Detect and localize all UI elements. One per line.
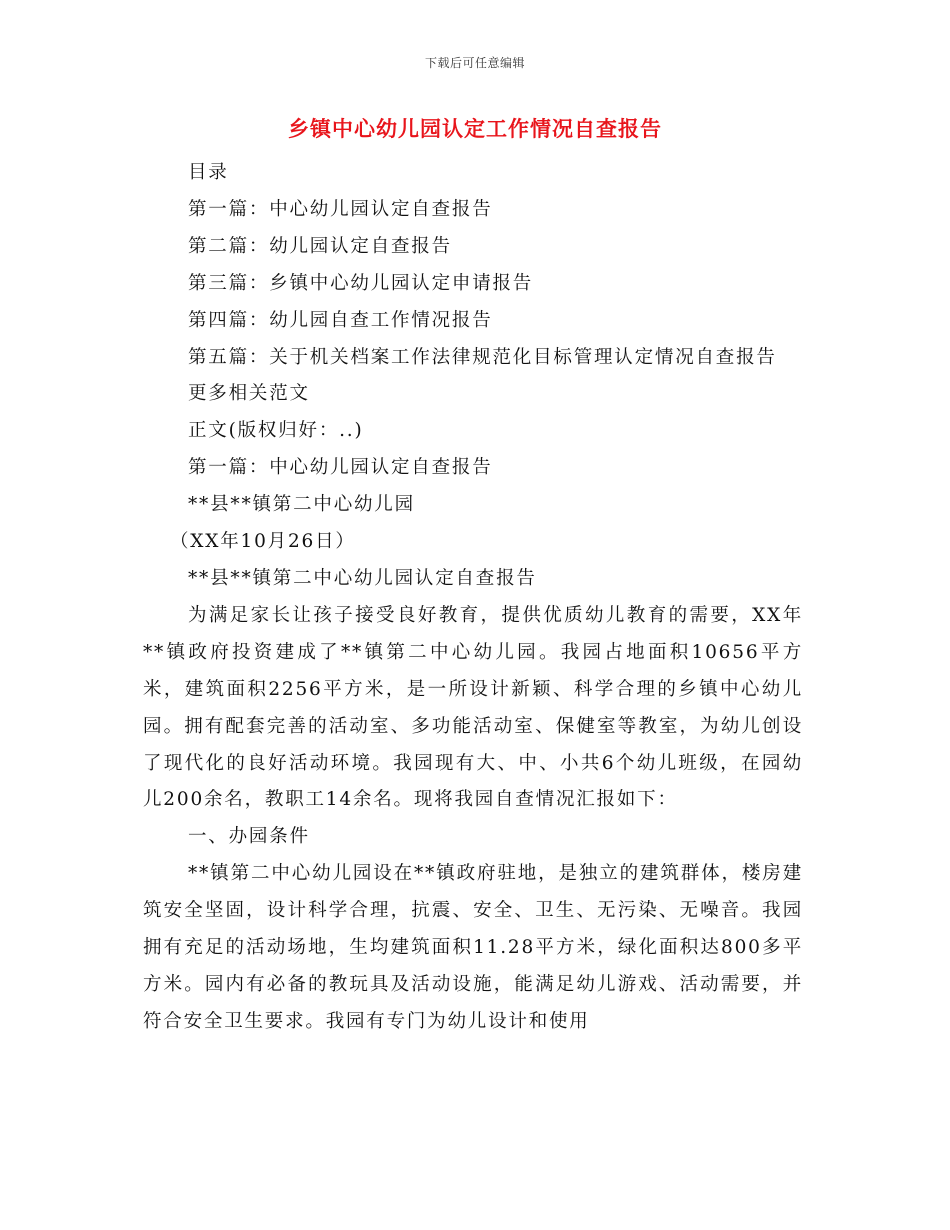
section-1-heading: 一、办园条件: [188, 826, 310, 848]
toc-heading: 目录: [188, 162, 229, 183]
section-1-paragraph: **镇第二中心幼儿园设在**镇政府驻地，是独立的建筑群体，楼房建筑安全坚固，设计科学合理，抗震、安全、卫生、无污染、无噪音。我园拥有充足的活动场地，生均建筑面积11.28平方米，绿化面积达800多平方米。园内有必备的教玩具及活动设施，能满足幼儿游戏、活动需要，并符合安全卫生要求。我园有专门为幼儿设计和使用: [143, 863, 803, 1032]
toc-item-3: 第三篇：乡镇中心幼儿园认定申请报告: [188, 272, 534, 294]
article-1-title: 第一篇：中心幼儿园认定自查报告: [188, 457, 493, 479]
report-title: **县**镇第二中心幼儿园认定自查报告: [188, 567, 537, 589]
school-name: **县**镇第二中心幼儿园: [188, 494, 415, 516]
toc-item-4: 第四篇：幼儿园自查工作情况报告: [188, 309, 493, 331]
document-title: 乡镇中心幼儿园认定工作情况自查报告: [288, 116, 662, 141]
header-note: 下载后可任意编辑: [424, 56, 525, 70]
toc-item-5: 第五篇：关于机关档案工作法律规范化目标管理认定情况自查报告: [188, 346, 777, 368]
toc-item-2: 第二篇：幼儿园认定自查报告: [188, 235, 452, 257]
more-articles-label: 更多相关范文: [188, 383, 310, 405]
intro-paragraph: 为满足家长让孩子接受良好教育，提供优质幼儿教育的需要，XX年**镇政府投资建成了**镇第二中心幼儿园。我园占地面积10656平方米，建筑面积2256平方米，是一所设计新颖、科学合理的乡镇中心幼儿园。拥有配套完善的活动室、多功能活动室、保健室等教室，为幼儿创设了现代化的良好活动环境。我园现有大、中、小共6个幼儿班级，在园幼儿200余名，教职工14余名。现将我园自查情况汇报如下：: [143, 604, 803, 811]
toc-item-1: 第一篇：中心幼儿园认定自查报告: [188, 198, 493, 220]
report-date: （XX年10月26日）: [170, 531, 356, 553]
body-heading: 正文(版权归好：..): [188, 420, 364, 442]
document-body: [143, 155, 803, 1041]
